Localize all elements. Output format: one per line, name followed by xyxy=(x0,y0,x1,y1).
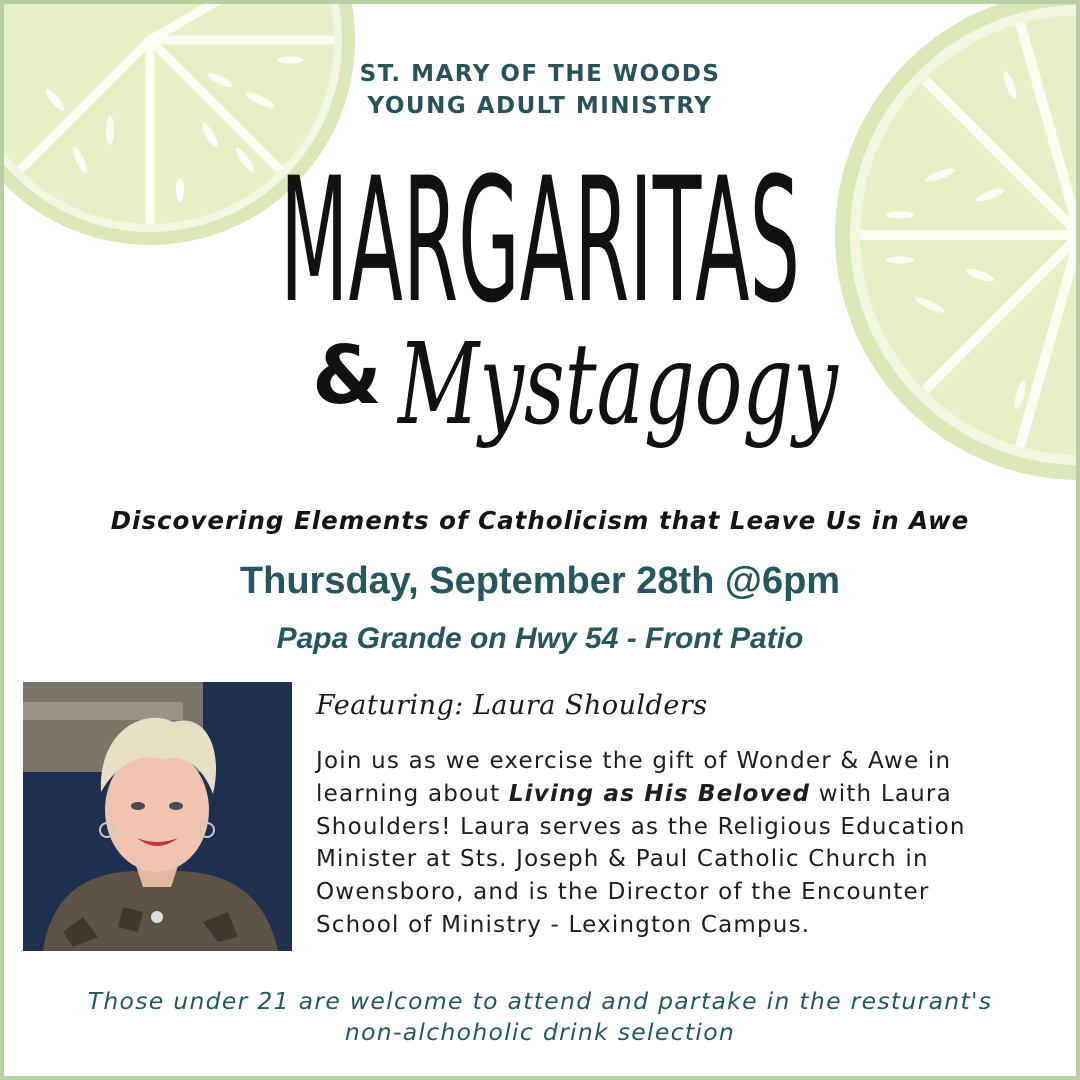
bio-emphasis: Living as His Beloved xyxy=(508,780,811,807)
bio-text: learning about xyxy=(316,780,509,807)
event-subtitle-script: Mystagogy xyxy=(396,320,840,450)
ampersand: & xyxy=(312,329,382,422)
event-title xyxy=(0,138,1080,341)
bio-text: with Laura xyxy=(810,780,952,807)
speaker-bio xyxy=(316,745,1068,942)
age-notice-line-2: non-alchoholic drink selection xyxy=(344,1018,736,1046)
speaker-photo xyxy=(23,682,292,951)
event-venue: Papa Grande on Hwy 54 - Front Patio xyxy=(276,622,804,655)
age-notice-line-1: Those under 21 are welcome to attend and partake in the resturant's xyxy=(87,987,993,1015)
bio-line xyxy=(316,778,1068,811)
bio-line: Minister at Sts. Joseph & Paul Catholic Church in xyxy=(316,846,929,873)
event-title-text: MARGARITAS xyxy=(280,140,800,341)
bio-line: Join us as we exercise the gift of Wonder & Awe in xyxy=(316,748,952,774)
organizer-line-1: ST. MARY OF THE WOODS xyxy=(359,61,721,87)
organizer-heading xyxy=(0,58,1080,122)
event-date: Thursday, September 28th @6pm xyxy=(239,560,841,602)
event-tagline: Discovering Elements of Catholicism that Leave Us in Awe xyxy=(110,506,970,535)
organizer-line-2: YOUNG ADULT MINISTRY xyxy=(367,93,713,119)
bio-line: Owensboro, and is the Director of the Encounter xyxy=(316,879,930,906)
bio-line: School of Ministry - Lexington Campus. xyxy=(316,911,811,938)
event-subtitle xyxy=(300,305,860,505)
featuring-label: Featuring: Laura Shoulders xyxy=(316,690,708,721)
bio-line: Shoulders! Laura serves as the Religious Education xyxy=(316,813,966,840)
age-notice xyxy=(0,986,1080,1048)
